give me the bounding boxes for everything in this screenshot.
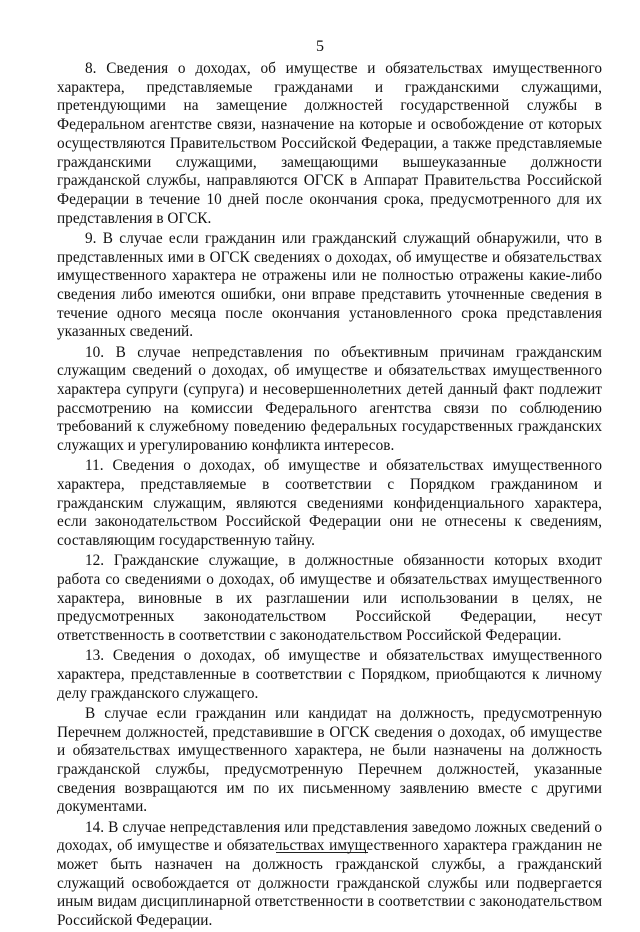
paragraph-10: 10. В случае непредставления по объективным причинам гражданским служащим сведений о доходах, об имуществе и обязательствах имущественного характера супруги (супруга) и несовершеннолетних детей данный факт подлежит рассмотрению на комиссии Федерального агентства связи по соблюдению требований к служебному поведению федеральных государственных гражданских служащих и урегулированию конфликта интересов.: [57, 343, 602, 455]
document-body: [57, 60, 602, 932]
paragraph-13-continuation: В случае если гражданин или кандидат на должность, предусмотренную Перечнем должностей, представившие в ОГСК сведения о доходах, об имуществе и обязательствах имущественного характера, не были назначены на должность гражданской службы, предусмотренную Перечнем должностей, указанные сведения возвращаются им по их письменному заявлению вместе с другими документами.: [57, 704, 602, 816]
page-number: 5: [316, 38, 324, 55]
paragraph-9: 9. В случае если гражданин или гражданский служащий обнаружили, что в представленных ими в ОГСК сведениях о доходах, об имуществе и обязательствах имущественного характера не отражены или не полностью отражены какие-либо сведения либо имеются ошибки, они вправе представить уточненные сведения в течение одного месяца после окончания установленного срока представления указанных сведений.: [57, 229, 602, 341]
closing-rule: [276, 852, 368, 853]
paragraph-12: 12. Гражданские служащие, в должностные обязанности которых входит работа со сведениями о доходах, об имуществе и обязательствах имущественного характера, виновные в их разглашении или использовании в целях, не предусмотренных законодательством Российской Федерации, несут ответственность в соответствии с законодательством Российской Федерации.: [57, 552, 602, 645]
paragraph-11: 11. Сведения о доходах, об имуществе и обязательствах имущественного характера, представляемые в соответствии с Порядком гражданином и гражданским служащим, являются сведениями конфиденциального характера, если законодательством Российской Федерации они не отнесены к сведениям, составляющим государственную тайну.: [57, 457, 602, 550]
paragraph-8: 8. Сведения о доходах, об имуществе и обязательствах имущественного характера, представляемые гражданами и гражданскими служащими, претендующими на замещение должностей государственной службы в Федеральном агентстве связи, назначение на которые и освобождение от которых осуществляются Правительством Российской Федерации, а также представляемые гражданскими служащими, замещающими вышеуказанные должности гражданской службы, направляются ОГСК в Аппарат Правительства Российской Федерации в течение 10 дней после окончания срока, предусмотренного для их представления в ОГСК.: [57, 60, 602, 227]
paragraph-14: 14. В случае непредставления или представления заведомо ложных сведений о доходах, об имуществе и обязательствах имущественного характера гражданин не может быть назначен на должность гражданской службы, а гражданский служащий освобождается от должности гражданской службы или подвергается иным видам дисциплинарной ответственности в соответствии с законодательством Российской Федерации.: [57, 818, 602, 930]
paragraph-13: 13. Сведения о доходах, об имуществе и обязательствах имущественного характера, представленные в соответствии с Порядком, приобщаются к личному делу гражданского служащего.: [57, 647, 602, 702]
